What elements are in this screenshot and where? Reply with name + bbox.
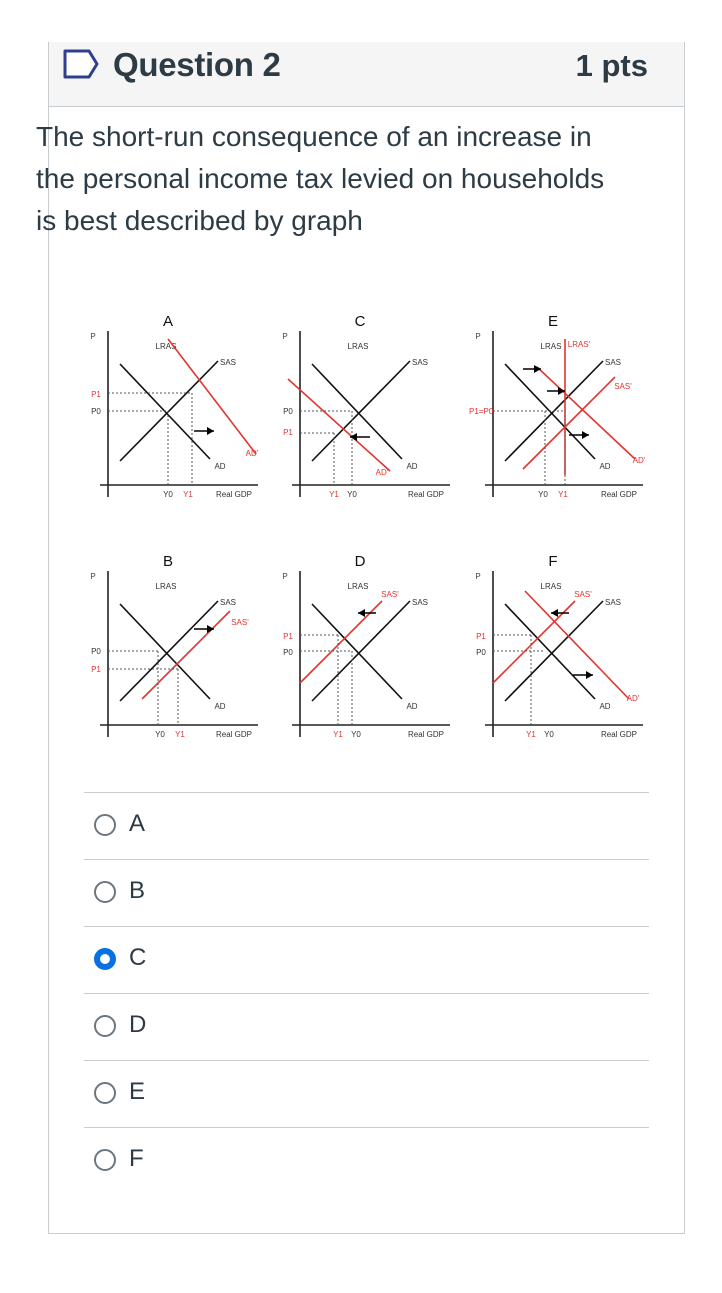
ad-label: AD	[406, 702, 418, 711]
graph-a	[90, 313, 258, 499]
p-top-label: P0	[283, 407, 293, 416]
x-axis-label: Real GDP	[215, 490, 253, 499]
shift-arrow-head	[350, 433, 357, 441]
ad-label: AD	[214, 462, 226, 471]
y-axis-label: P	[282, 572, 288, 581]
y-axis-label: P	[475, 572, 481, 581]
sas-label: SAS	[219, 358, 237, 367]
shift-arrow-3-head	[582, 431, 589, 439]
p-top-label: P1	[91, 390, 101, 399]
graph-letter: F	[548, 553, 558, 570]
sas-curve	[312, 601, 410, 701]
p-top-label: P0	[91, 647, 101, 656]
shift-arrow-1-head	[551, 609, 558, 617]
p-top-label: P1	[283, 632, 293, 641]
sas-shifted-curve	[142, 611, 230, 699]
shift-arrow-head	[207, 625, 214, 633]
y-left-label: Y1	[526, 730, 536, 739]
y-right-label: Y1	[175, 730, 185, 739]
x-axis-label: Real GDP	[600, 490, 638, 499]
answer-label[interactable]: D	[129, 1011, 147, 1038]
p-bot-label: P0	[476, 648, 486, 657]
ad-shifted-label: AD'	[245, 449, 259, 458]
y-axis-label: P	[282, 332, 288, 341]
p-bot-label: P1	[283, 428, 293, 437]
p-bot-label: P1	[91, 665, 101, 674]
sas-shifted-label: SAS'	[231, 618, 249, 627]
ad-shifted-label: AD'	[632, 456, 646, 465]
graphs-image	[80, 309, 660, 759]
sas-label: SAS	[411, 358, 429, 367]
y-right-label: Y0	[347, 490, 357, 499]
lras-label: LRAS	[347, 342, 369, 351]
ad-label: AD	[214, 702, 226, 711]
ad-shifted-label: AD'	[626, 694, 640, 703]
x-axis-label: Real GDP	[407, 730, 445, 739]
lras-label: LRAS	[540, 582, 562, 591]
question-title: Question 2	[113, 46, 281, 83]
y-left-label: Y0	[155, 730, 165, 739]
ad-label: AD	[599, 702, 611, 711]
y-axis-label: P	[90, 332, 96, 341]
graph-d	[282, 553, 450, 739]
x-axis-label: Real GDP	[600, 730, 638, 739]
radio-button[interactable]	[94, 948, 116, 970]
sas-shifted-label: SAS'	[381, 590, 399, 599]
sas-label: SAS	[604, 358, 622, 367]
y-right-label: Y1	[558, 490, 568, 499]
sas-curve	[505, 601, 603, 701]
graph-e	[469, 313, 646, 499]
answer-label[interactable]: E	[129, 1078, 146, 1105]
y-left-label: Y1	[333, 730, 343, 739]
answer-list	[84, 792, 649, 1194]
y-left-label: Y1	[329, 490, 339, 499]
sas-curve	[120, 601, 218, 701]
sas-label: SAS	[604, 598, 622, 607]
sas-shifted-label: SAS'	[614, 382, 632, 391]
answer-label[interactable]: F	[129, 1145, 144, 1172]
graph-c	[282, 313, 450, 499]
p-top-label: P1	[476, 632, 486, 641]
p-bot-label: P0	[283, 648, 293, 657]
graph-f	[475, 553, 643, 739]
radio-button[interactable]	[94, 1149, 116, 1171]
graph-letter: A	[162, 313, 174, 330]
ad-shifted-curve	[168, 339, 256, 454]
answer-option-b[interactable]	[84, 859, 649, 926]
ad-label: AD	[599, 462, 611, 471]
y-left-label: Y0	[163, 490, 173, 499]
answer-option-a[interactable]	[84, 792, 649, 859]
sas-label: SAS	[411, 598, 429, 607]
x-axis-label: Real GDP	[407, 490, 445, 499]
sas-shifted-curve	[523, 377, 615, 469]
question-points: 1 pts	[575, 48, 648, 83]
shift-arrow-2-head	[558, 387, 565, 395]
ad-label: AD	[406, 462, 418, 471]
ad-shifted-label: AD'	[375, 468, 389, 477]
radio-button[interactable]	[94, 881, 116, 903]
sas-label: SAS	[219, 598, 237, 607]
sas-curve	[312, 361, 410, 461]
shift-arrow-head	[358, 609, 365, 617]
x-axis-label: Real GDP	[215, 730, 253, 739]
radio-button[interactable]	[94, 1082, 116, 1104]
answer-label[interactable]: A	[129, 810, 146, 837]
y-right-label: Y0	[544, 730, 554, 739]
answer-option-d[interactable]	[84, 993, 649, 1060]
lras-label: LRAS	[347, 582, 369, 591]
answer-label[interactable]: C	[129, 944, 147, 971]
shift-arrow-head	[207, 427, 214, 435]
ad-shifted-curve	[525, 591, 629, 699]
answer-option-f[interactable]	[84, 1127, 649, 1194]
radio-button[interactable]	[94, 1015, 116, 1037]
lras-label: LRAS	[155, 342, 177, 351]
shift-arrow-1-head	[534, 365, 541, 373]
lras-label: LRAS	[155, 582, 177, 591]
answer-label[interactable]: B	[129, 877, 146, 904]
radio-button[interactable]	[94, 814, 116, 836]
lras-label: LRAS	[540, 342, 562, 351]
graph-b	[90, 553, 258, 739]
question-text: The short-run consequence of an increase in the personal income tax levied on households is best described by graph	[36, 121, 605, 236]
graph-letter: D	[354, 553, 366, 570]
question-header	[49, 42, 684, 107]
sas-curve	[120, 361, 218, 461]
shift-arrow-2-head	[586, 671, 593, 679]
bookmark-outline-icon[interactable]	[63, 49, 99, 79]
p-bot-label: P0	[91, 407, 101, 416]
y-right-label: Y0	[351, 730, 361, 739]
graph-letter: B	[162, 553, 174, 570]
y-axis-label: P	[475, 332, 481, 341]
y-right-label: Y1	[183, 490, 193, 499]
lras-shifted-label: LRAS'	[567, 340, 591, 349]
y-left-label: Y0	[538, 490, 548, 499]
graph-letter: E	[547, 313, 559, 330]
sas-shifted-label: SAS'	[574, 590, 592, 599]
answer-option-e[interactable]	[84, 1060, 649, 1127]
y-axis-label: P	[90, 572, 96, 581]
p-mid-label: P1=P0	[469, 407, 494, 416]
answer-option-c[interactable]	[84, 926, 649, 993]
graph-letter: C	[354, 313, 366, 330]
